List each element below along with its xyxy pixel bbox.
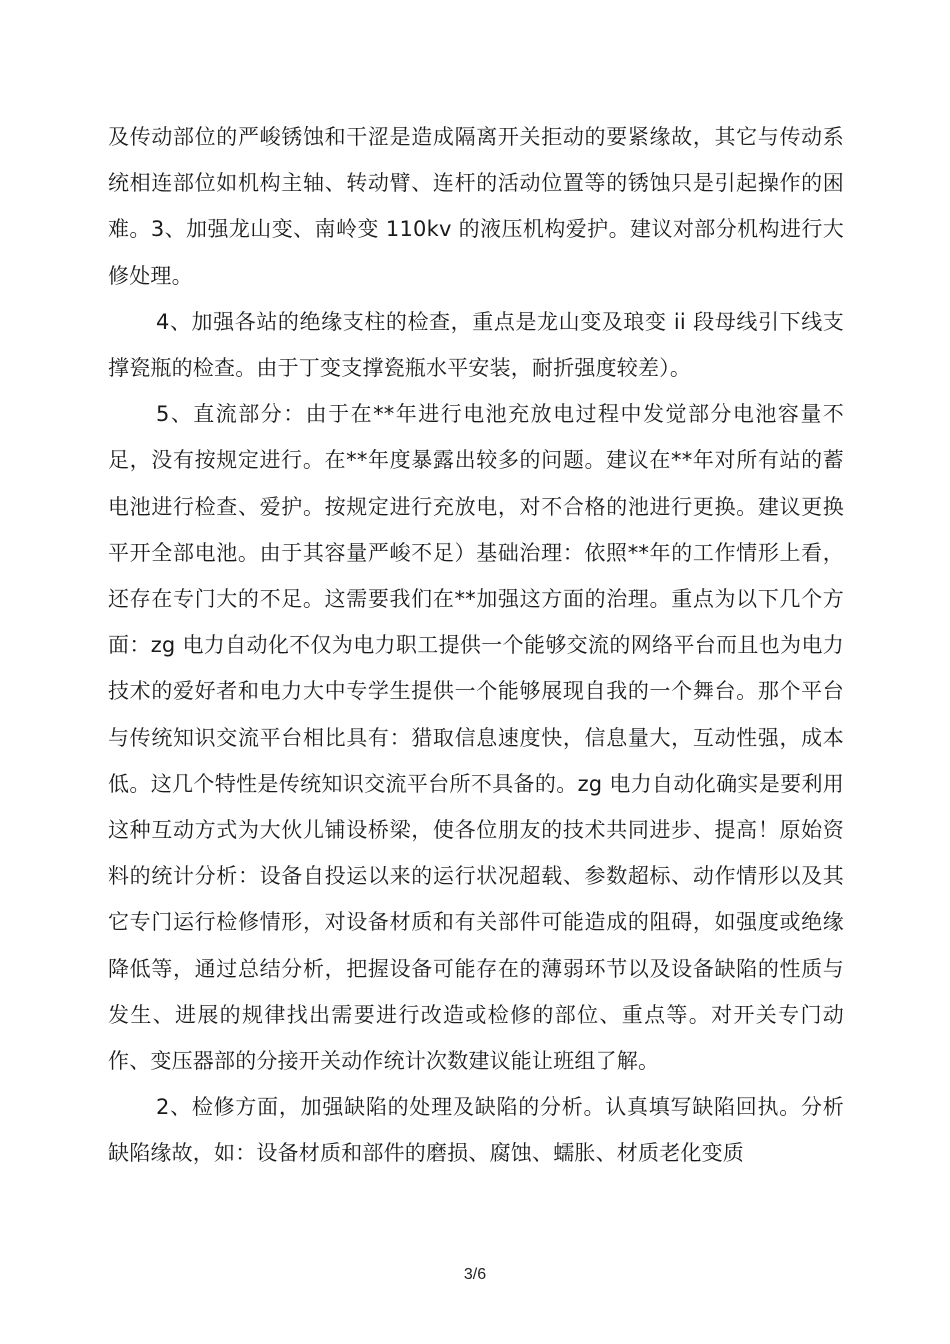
document-body <box>108 114 844 1177</box>
paragraph-4: 2、检修方面，加强缺陷的处理及缺陷的分析。认真填写缺陷回执。分析缺陷缘故，如：设备材质和部件的磨损、腐蚀、蠕胀、材质老化变质 <box>108 1095 844 1166</box>
paragraph-1: 及传动部位的严峻锈蚀和干涩是造成隔离开关拒动的要紧缘故，其它与传动系统相连部位如机构主轴、转动臂、连杆的活动位置等的锈蚀只是引起操作的困难。3、加强龙山变、南岭变 110kv 的液压机构爱护。建议对部分机构进行大修处理。 <box>108 125 844 288</box>
page-number: 3/6 <box>463 1266 487 1283</box>
paragraph-2: 4、加强各站的绝缘支柱的检查，重点是龙山变及琅变 ii 段母线引下线支撑瓷瓶的检查。由于丁变支撑瓷瓶水平安装，耐折强度较差）。 <box>108 309 844 381</box>
paragraph-3: 5、直流部分：由于在**年进行电池充放电过程中发觉部分电池容量不足，没有按规定进行。在**年度暴露出较多的问题。建议在**年对所有站的蓄电池进行检查、爱护。按规定进行充放电，对不合格的池进行更换。建议更换平开全部电池。由于其容量严峻不足）基础治理：依照**年的工作情形上看，还存在专门大的不足。这需要我们在**加强这方面的治理。重点为以下几个方面：zg 电力自动化不仅为电力职工提供一个能够交流的网络平台而且也为电力技术的爱好者和电力大中专学生提供一个能够展现自我的一个舞台。那个平台与传统知识交流平台相比具有：猎取信息速度快，信息量大，互动性强，成本低。这几个特性是传统知识交流平台所不具备的。zg 电力自动化确实是要利用这种互动方式为大伙儿铺设桥梁，使各位朋友的技术共同进步、提高！原始资料的统计分析：设备自投运以来的运行状况超载、参数超标、动作情形以及其它专门运行检修情形，对设备材质和有关部件可能造成的阻碍，如强度或绝缘降低等，通过总结分析，把握设备可能存在的薄弱环节以及设备缺陷的性质与发生、进展的规律找出需要进行改造或检修的部位、重点等。对开关专门动作、变压器部的分接开关动作统计次数建议能让班组了解。 <box>108 402 844 1074</box>
